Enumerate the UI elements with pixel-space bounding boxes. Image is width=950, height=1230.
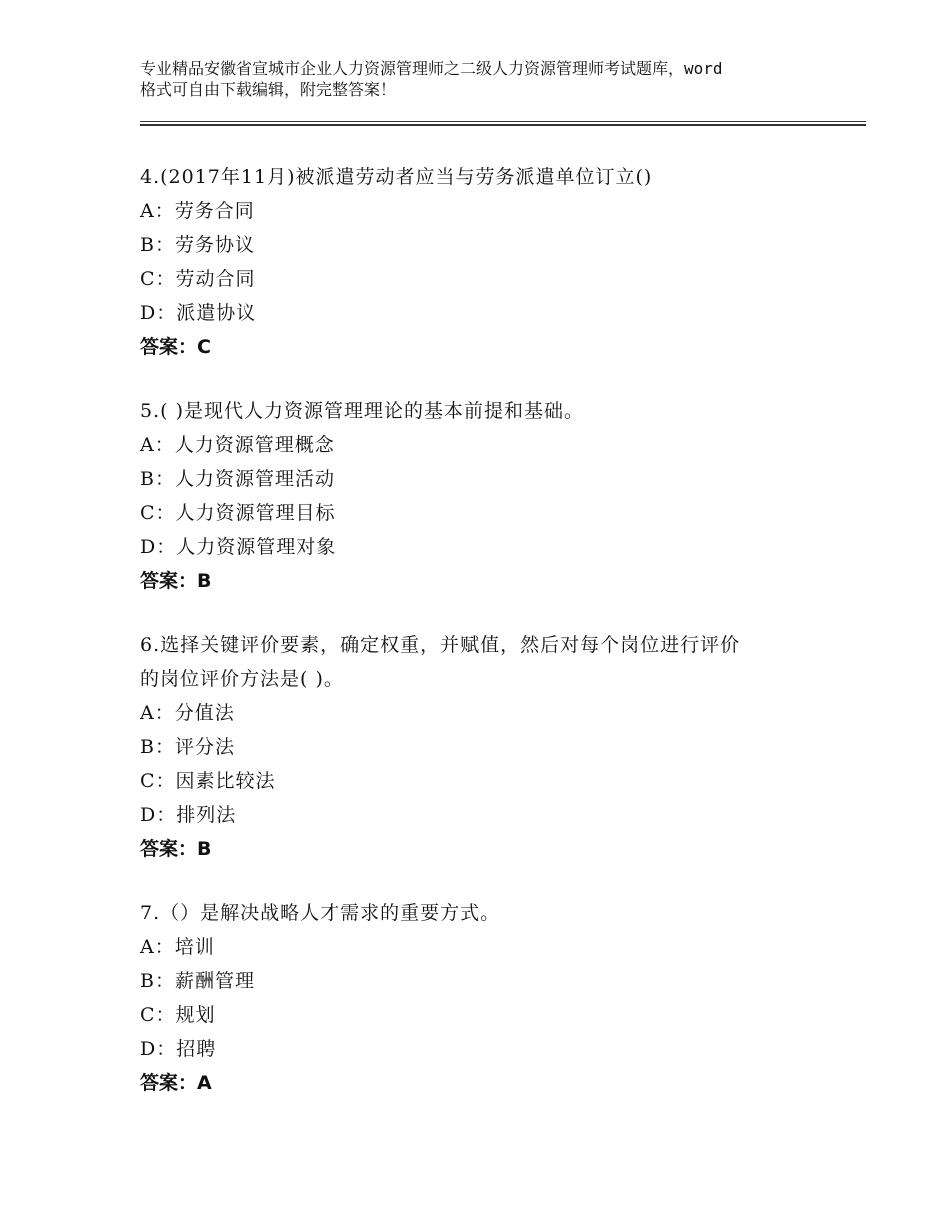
option-c: C：规划	[140, 1004, 216, 1026]
option-a: A：培训	[140, 936, 215, 958]
question-stem: 4.(2017年11月)被派遣劳动者应当与劳务派遣单位订立()	[140, 166, 653, 188]
answer: 答案：B	[140, 570, 212, 592]
header-divider-thin	[140, 121, 866, 122]
option-b: B：人力资源管理活动	[140, 468, 335, 490]
question-list	[140, 160, 820, 1130]
option-c: C：因素比较法	[140, 770, 276, 792]
header-divider-thick	[140, 124, 866, 126]
answer: 答案：B	[140, 838, 212, 860]
option-d: D：派遣协议	[140, 302, 257, 324]
option-a: A：人力资源管理概念	[140, 434, 335, 456]
question-5	[140, 394, 820, 598]
header-title-line-2: 格式可自由下载编辑，附完整答案！	[140, 80, 397, 99]
question-stem-line-1: 6.选择关键评价要素，确定权重，并赋值，然后对每个岗位进行评价	[140, 634, 741, 656]
answer: 答案：C	[140, 336, 211, 358]
question-4	[140, 160, 820, 364]
question-6	[140, 628, 820, 866]
question-stem: 7.（）是解决战略人才需求的重要方式。	[140, 902, 501, 924]
question-stem: 5.( )是现代人力资源管理理论的基本前提和基础。	[140, 400, 584, 422]
option-d: D：排列法	[140, 804, 237, 826]
option-c: C：人力资源管理目标	[140, 502, 336, 524]
question-stem-line-2: 的岗位评价方法是( )。	[140, 668, 344, 690]
option-a: A：分值法	[140, 702, 235, 724]
option-d: D：人力资源管理对象	[140, 536, 337, 558]
option-c: C：劳动合同	[140, 268, 256, 290]
document-header	[140, 58, 840, 100]
header-title-line-1: 专业精品安徽省宣城市企业人力资源管理师之二级人力资源管理师考试题库，word	[140, 59, 723, 78]
answer: 答案：A	[140, 1072, 212, 1094]
option-b: B：劳务协议	[140, 234, 255, 256]
option-a: A：劳务合同	[140, 200, 255, 222]
option-d: D：招聘	[140, 1038, 217, 1060]
option-b: B：薪酬管理	[140, 970, 255, 992]
option-b: B：评分法	[140, 736, 235, 758]
question-7	[140, 896, 820, 1100]
